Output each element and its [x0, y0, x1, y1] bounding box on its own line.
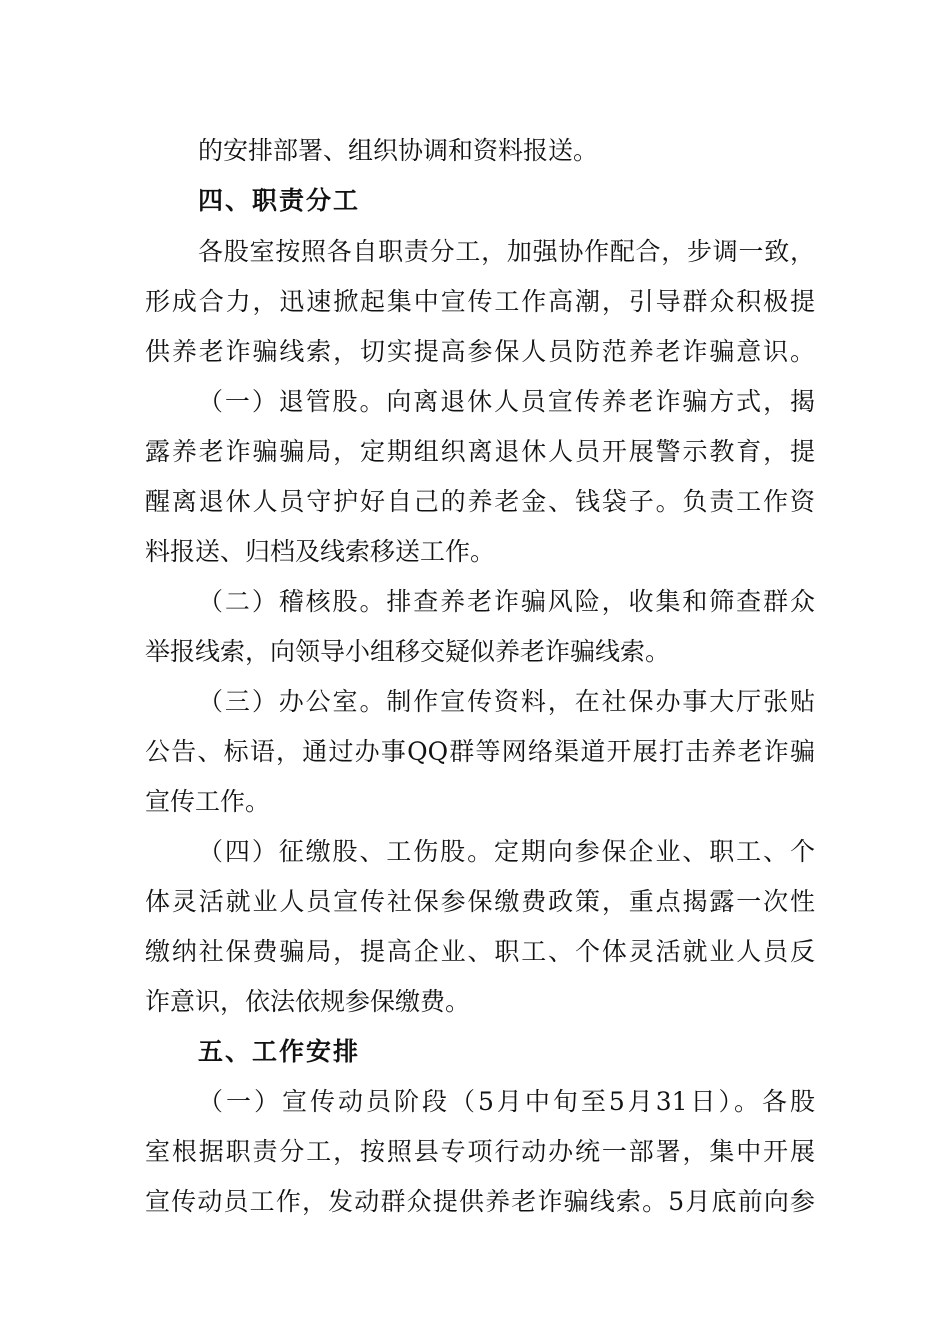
paragraph-line: 各股室按照各自职责分工，加强协作配合，步调一致，	[198, 237, 815, 266]
paragraph-line: 供养老诈骗线索，切实提高参保人员防范养老诈骗意识。	[145, 337, 815, 366]
paragraph-line: 诈意识，依法依规参保缴费。	[145, 987, 471, 1016]
paragraph-line: 体灵活就业人员宣传社保参保缴费政策，重点揭露一次性	[145, 887, 815, 916]
section-heading: 五、工作安排	[198, 1037, 361, 1066]
paragraph-line: 宣传工作。	[145, 787, 271, 816]
paragraph-line: 举报线索，向领导小组移交疑似养老诈骗线索。	[145, 637, 671, 666]
paragraph-line: 室根据职责分工，按照县专项行动办统一部署，集中开展	[145, 1137, 815, 1166]
paragraph-line: （一）宣传动员阶段（5月中旬至5月31日）。各股	[198, 1087, 815, 1116]
paragraph-line: （二）稽核股。排查养老诈骗风险，收集和筛查群众	[198, 587, 815, 616]
paragraph-line: 缴纳社保费骗局，提高企业、职工、个体灵活就业人员反	[145, 937, 815, 966]
section-heading: 四、职责分工	[198, 186, 361, 215]
paragraph-line: 露养老诈骗骗局，定期组织离退休人员开展警示教育，提	[145, 437, 815, 466]
paragraph-line: 醒离退休人员守护好自己的养老金、钱袋子。负责工作资	[145, 487, 815, 516]
paragraph-line: 公告、标语，通过办事QQ群等网络渠道开展打击养老诈骗	[145, 737, 815, 766]
paragraph-line: 宣传动员工作，发动群众提供养老诈骗线索。5月底前向参	[145, 1187, 815, 1216]
paragraph-line: （四）征缴股、工伤股。定期向参保企业、职工、个	[198, 837, 815, 866]
paragraph-line: 的安排部署、组织协调和资料报送。	[198, 136, 599, 165]
paragraph-line: 料报送、归档及线索移送工作。	[145, 537, 496, 566]
paragraph-line: 形成合力，迅速掀起集中宣传工作高潮，引导群众积极提	[145, 287, 815, 316]
paragraph-line: （一）退管股。向离退休人员宣传养老诈骗方式，揭	[198, 387, 815, 416]
paragraph-line: （三）办公室。制作宣传资料，在社保办事大厅张贴	[198, 687, 815, 716]
